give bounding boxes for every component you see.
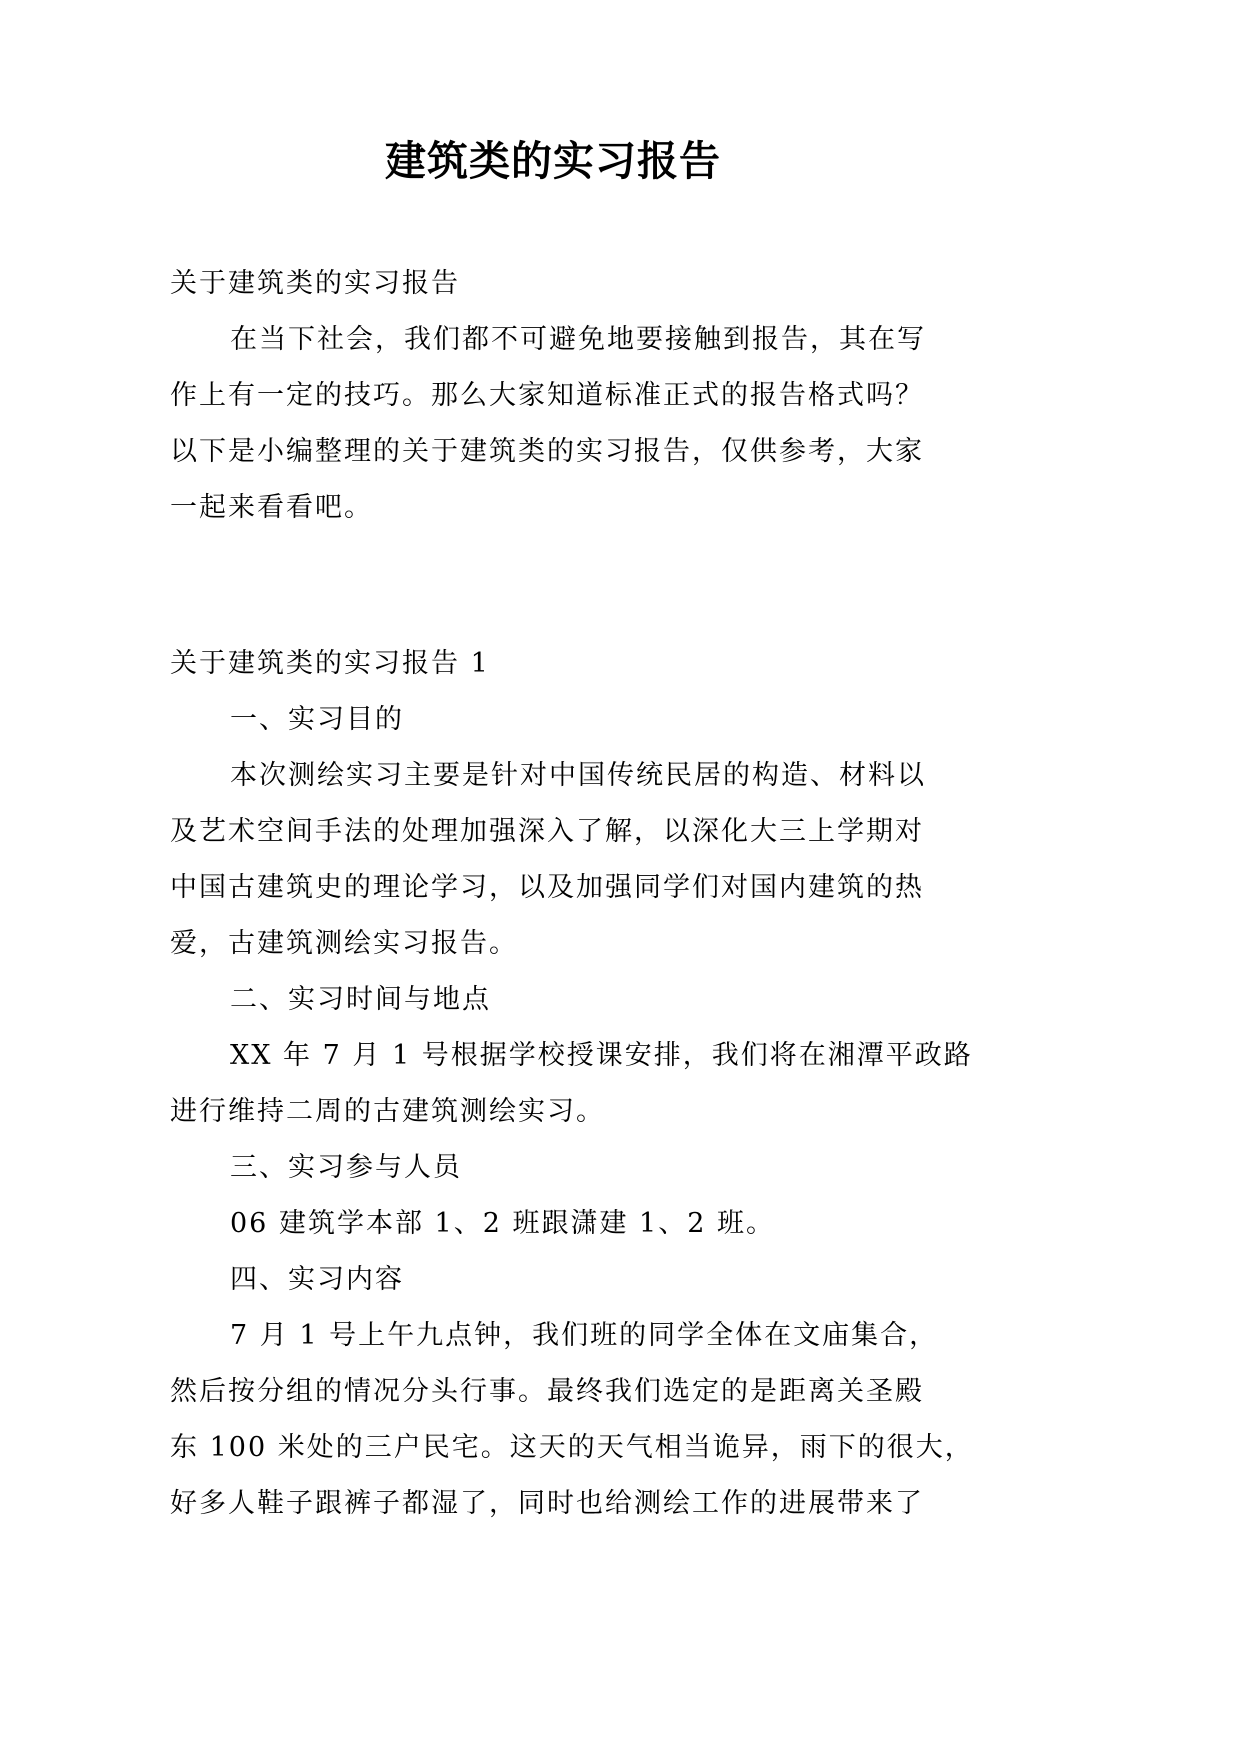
intro-line: 以下是小编整理的关于建筑类的实习报告，仅供参考，大家 [170,436,924,467]
paragraph-line: XX 年 7 月 1 号根据学校授课安排，我们将在湘潭平政路 [230,1040,973,1071]
paragraph-line: 进行维持二周的古建筑测绘实习。 [170,1096,605,1127]
document-title: 建筑类的实习报告 [385,137,721,185]
section-heading: 三、实习参与人员 [230,1152,462,1183]
paragraph-line: 中国古建筑史的理论学习，以及加强同学们对国内建筑的热 [170,872,924,903]
paragraph-line: 06 建筑学本部 1、2 班跟潇建 1、2 班。 [230,1208,775,1239]
intro-line: 一起来看看吧。 [170,492,373,523]
document-subtitle: 关于建筑类的实习报告 [170,268,460,299]
paragraph-line: 爱，古建筑测绘实习报告。 [170,928,518,959]
document-body [170,256,974,1532]
paragraph-line: 7 月 1 号上午九点钟，我们班的同学全体在文庙集合， [230,1320,939,1351]
section-heading: 四、实习内容 [230,1264,404,1295]
section-heading: 一、实习目的 [230,704,404,735]
section-heading: 二、实习时间与地点 [230,984,491,1015]
paragraph-line: 本次测绘实习主要是针对中国传统民居的构造、材料以 [230,760,926,791]
intro-line: 在当下社会，我们都不可避免地要接触到报告，其在写 [230,324,926,355]
paragraph-line: 好多人鞋子跟裤子都湿了，同时也给测绘工作的进展带来了 [170,1488,924,1519]
section-title: 关于建筑类的实习报告 1 [170,648,490,679]
intro-line: 作上有一定的技巧。那么大家知道标准正式的报告格式吗？ [170,380,924,411]
paragraph-line: 东 100 米处的三户民宅。这天的天气相当诡异，雨下的很大， [170,1432,974,1463]
paragraph-gap [170,536,940,636]
paragraph-line: 及艺术空间手法的处理加强深入了解，以深化大三上学期对 [170,816,924,847]
paragraph-line: 然后按分组的情况分头行事。最终我们选定的是距离关圣殿 [170,1376,924,1407]
